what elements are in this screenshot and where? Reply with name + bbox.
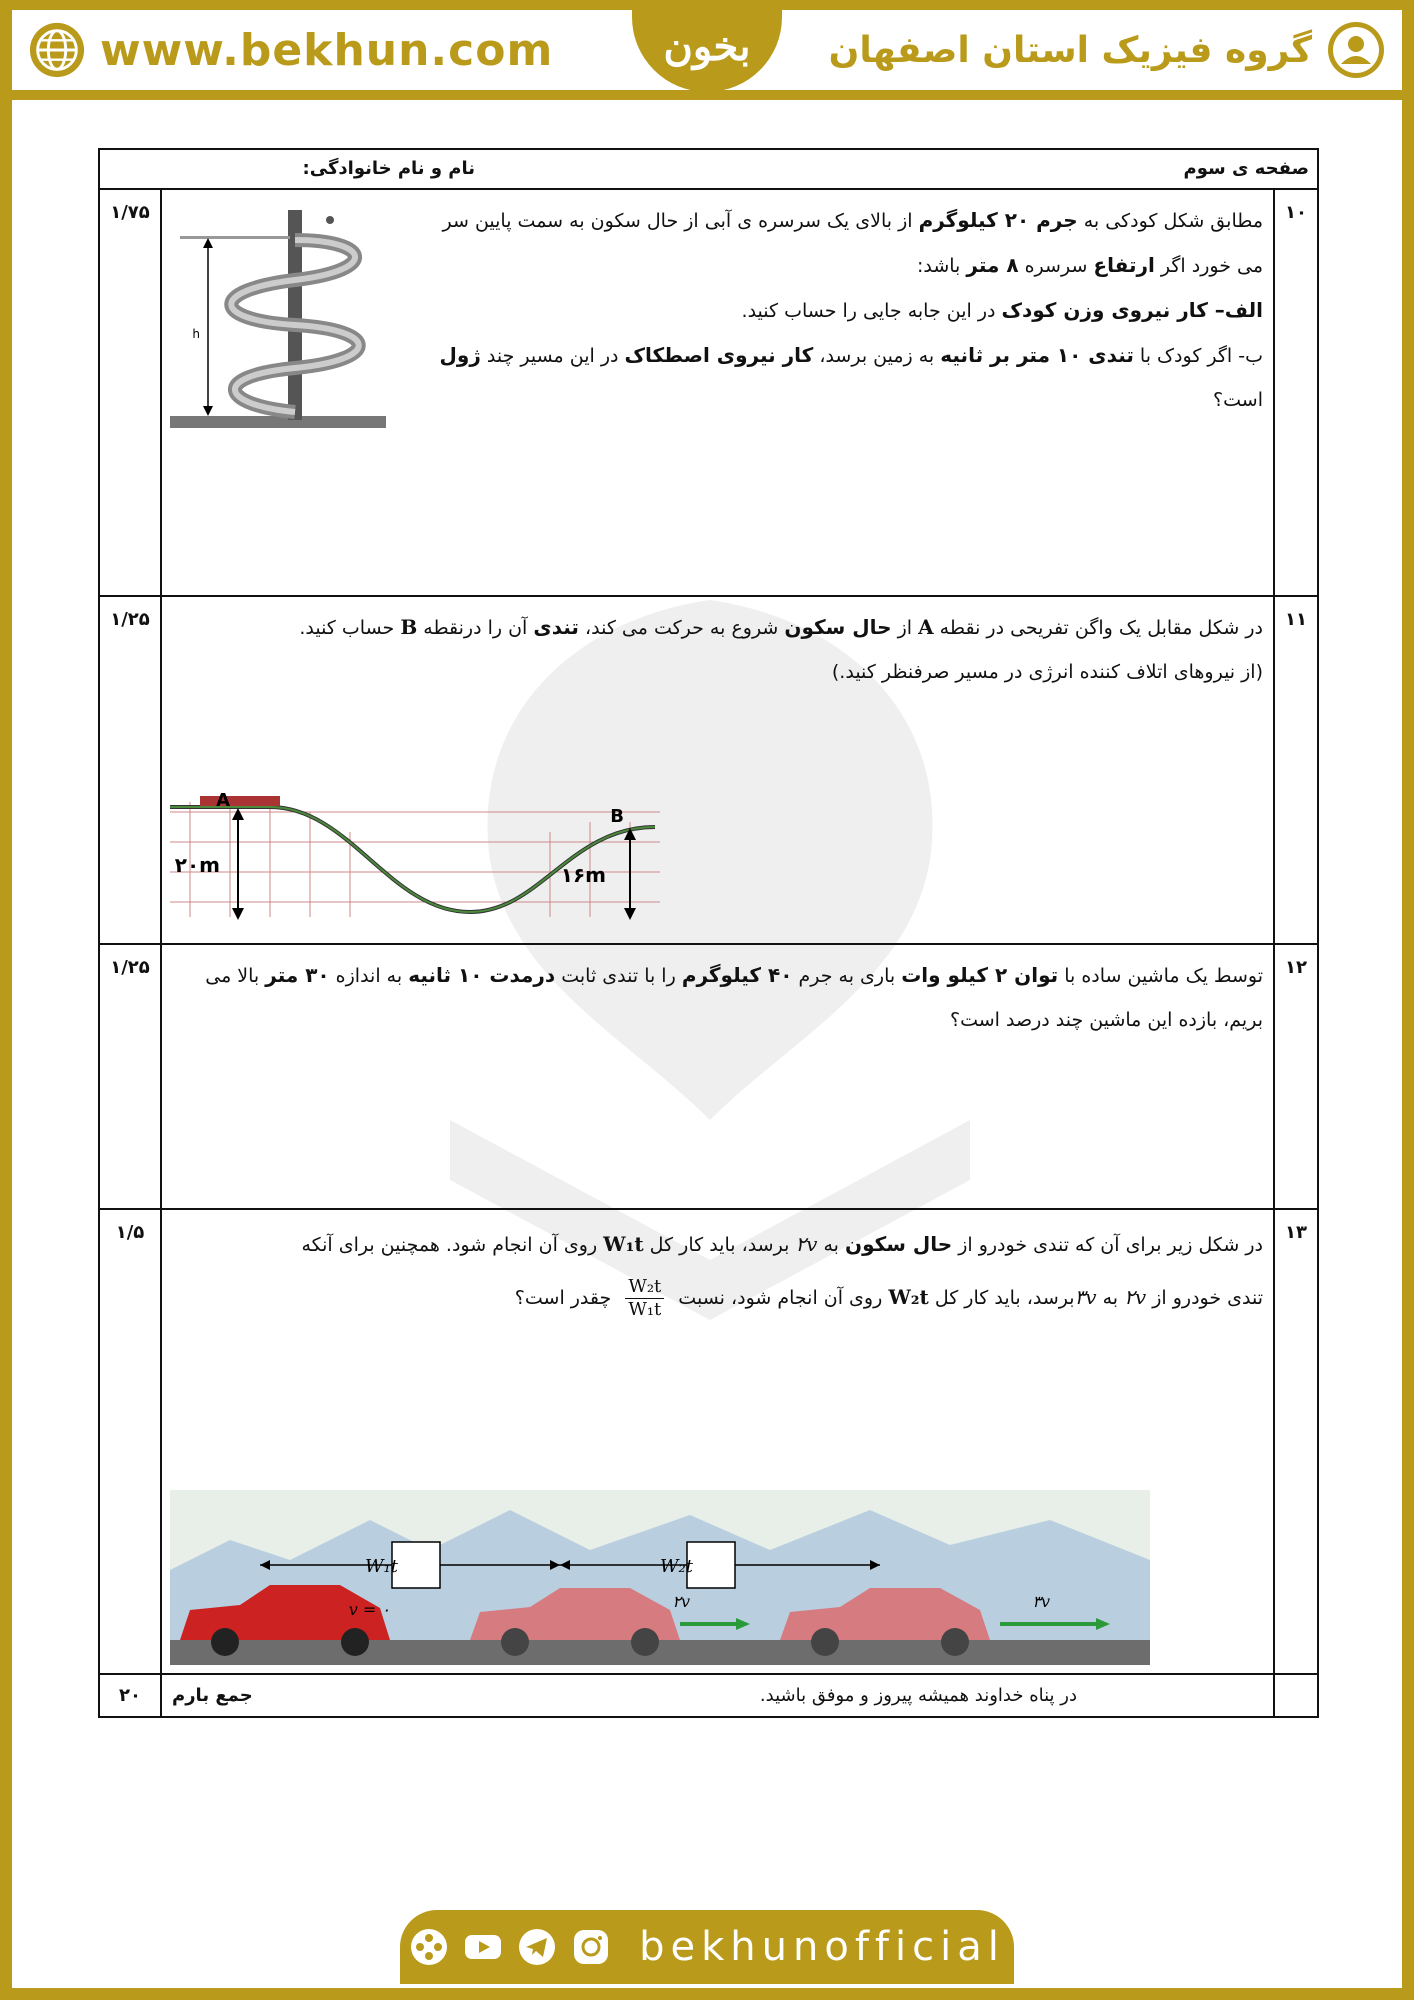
page-label: صفحه ی سوم [1183,158,1309,179]
v0-label: v = ۰ [348,1600,390,1619]
total-score-label: جمع بارم [172,1685,253,1706]
website-link[interactable] [28,18,553,82]
globe-icon [28,21,86,79]
question-score: ۱/۲۵ [100,597,162,943]
question-score: ۱/۵ [100,1210,162,1673]
height-a-label: ۲۰m [174,853,220,877]
website-text: www.bekhun.com [100,24,554,76]
name-field-label: نام و نام خانوادگی: [302,158,475,179]
v2-label: ۲v [672,1592,690,1611]
height-label: h [192,327,200,341]
question-number: ۱۳ [1273,1210,1317,1673]
question-score: ۱/۷۵ [100,190,162,595]
w2-box-label: W₂t [660,1556,693,1577]
footer-number-cell [1273,1675,1317,1716]
bekhun-logo [632,0,782,92]
exam-table [98,148,1319,1718]
question-number: ۱۱ [1273,597,1317,943]
v3-label: ۳v [1032,1592,1050,1611]
user-icon [1326,20,1386,80]
exam-footer-row [100,1675,1317,1716]
group-name: گروه فیزیک استان اصفهان [828,29,1312,71]
question-text: مطابق شکل کودکی به جرم ۲۰ کیلوگرم از بالای یک سرسره ی آبی از حال سکون به سمت پایین سر می خورد اگر ارتفاع سرسره ۸ متر باشد: الف– کار نیروی وزن کودک در این جابه جایی را حساب کنید. ب- اگر کودک با تندی ۱۰ متر بر ثانیه به زمین برسد، کار نیروی اصطکاک در این مسیر چند ژول است؟ [439,208,1263,411]
roller-coaster-figure [170,792,660,922]
point-b-label: B [610,806,624,827]
question-row-11 [100,597,1317,945]
telegram-icon[interactable] [517,1927,557,1967]
question-text: در شکل زیر برای آن که تندی خودرو از حال سکون به ۲v برسد، باید کار کل W₁t روی آن انجام شود. همچنین برای آنکه تندی خودرو از ۲v به ۳vبرسد، باید کار کل W₂t روی آن انجام شود، نسبت $\frac{\text{W₂t}}{\text{W₁t}}$ چقدر است؟ [301,1232,1263,1320]
point-a-label: A [216,792,230,811]
social-handle[interactable]: bekhunofficial [639,1924,1005,1970]
instagram-icon[interactable] [571,1927,611,1967]
total-score: ۲۰ [100,1675,162,1716]
height-b-label: ۱۶m [560,863,606,887]
exam-header-row [100,150,1317,190]
cars-figure [170,1490,1150,1665]
group-title [829,18,1386,82]
youtube-icon[interactable] [463,1927,503,1967]
question-number: ۱۲ [1273,945,1317,1208]
logo-text: بخون [663,22,751,70]
question-number: ۱۰ [1273,190,1317,595]
question-score: ۱/۲۵ [100,945,162,1208]
social-bar [400,1910,1014,1984]
header-bar [0,0,1414,100]
work-ratio-fraction: $\frac{\text{W₂t}}{\text{W₁t}}$ [625,1276,664,1321]
footer-message: در پناه خداوند همیشه پیروز و موفق باشید. [759,1685,1077,1706]
water-slide-figure [170,200,386,432]
question-text: توسط یک ماشین ساده با توان ۲ کیلو وات باری به جرم ۴۰ کیلوگرم را با تندی ثابت درمدت ۱۰ ثانیه به اندازه ۳۰ متر بالا می بریم، بازده این ماشین چند درصد است؟ [205,963,1263,1031]
film-reel-icon[interactable] [409,1927,449,1967]
question-text: در شکل مقابل یک واگن تفریحی در نقطه A از حال سکون شروع به حرکت می کند، تندی آن را درنقطه B حساب کنید. (از نیروهای اتلاف کننده انرژی در مسیر صرفنظر کنید.) [299,615,1263,683]
question-row-10 [100,190,1317,597]
question-row-13 [100,1210,1317,1675]
w1-box-label: W₁t [365,1556,398,1577]
question-row-12 [100,945,1317,1210]
